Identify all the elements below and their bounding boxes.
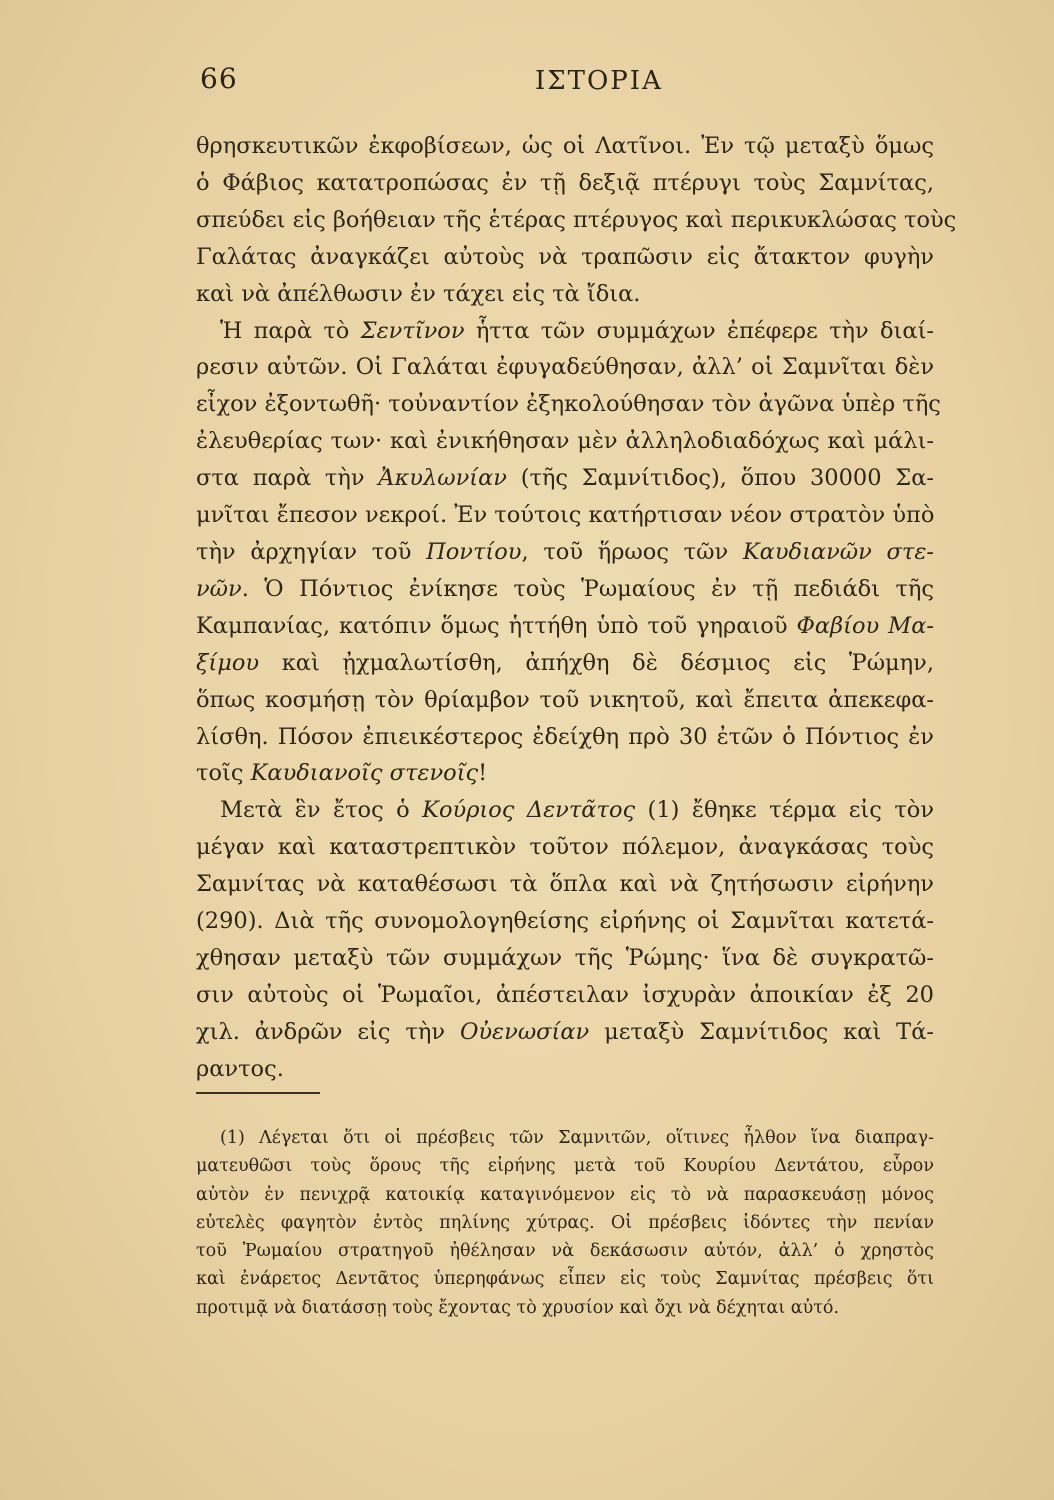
text-line: σπεύδει εἰς βοήθειαν τῆς ἑτέρας πτέρυγος καὶ περικυκλώσας τοὺς: [196, 206, 957, 233]
page-number: 66: [200, 62, 238, 95]
text-segment: ἧττα τῶν συμμάχων ἐπέφερε τὴν διαί-: [464, 317, 934, 344]
text-line: ματευθῶσι τοὺς ὅρους τῆς εἰρήνης μετὰ τοῦ Κουρίου Δεντάτου, εὗρον: [196, 1156, 934, 1177]
text-segment: στα παρὰ τὴν: [196, 465, 379, 492]
text-line: (290). Διὰ τῆς συνομολογηθείσης εἰρήνης οἱ Σαμνῖται κατετά-: [196, 908, 934, 935]
italic-segment: Φαβίου Μα-: [796, 612, 934, 639]
text-segment: (1) ἔθηκε τέρμα εἰς τὸν: [635, 797, 934, 824]
text-line: Γαλάτας ἀναγκάζει αὐτοὺς νὰ τραπῶσιν εἰς ἄτακτον φυγὴν: [196, 243, 934, 270]
italic-segment: Ποντίου: [426, 538, 522, 565]
text-segment: χιλ. ἀνδρῶν εἰς τὴν: [196, 1018, 460, 1045]
text-segment: τὴν ἀρχηγίαν τοῦ: [196, 538, 427, 565]
text-line: εἶχον ἐξοντωθῆ· τοὐναντίον ἐξηκολούθησαν τὸν ἀγῶνα ὑπὲρ τῆς: [196, 391, 941, 418]
text-line: ἐλευθερίας των· καὶ ἐνικήθησαν μὲν ἀλληλοδιαδόχως καὶ μάλι-: [196, 428, 934, 455]
text-line: λίσθη. Πόσον ἐπιεικέστερος ἐδείχθη πρὸ 30 ἐτῶν ὁ Πόντιος ἐν: [196, 723, 934, 750]
text-segment: Καμπανίας, κατόπιν ὅμως ἡττήθη ὑπὸ τοῦ γηραιοῦ: [196, 612, 797, 639]
text-line: [196, 792, 934, 829]
italic-segment: Ἀκυλωνίαν: [378, 465, 507, 492]
text-line: [196, 1014, 934, 1051]
italic-segment: Καυδιανῶν στε-: [742, 538, 934, 565]
text-line: μνῖται ἔπεσον νεκροί. Ἐν τούτοις κατήρτισαν νέον στρατὸν ὑπὸ: [196, 502, 935, 529]
text-line: καὶ νὰ ἀπέλθωσιν ἐν τάχει εἰς τὰ ἴδια.: [196, 280, 641, 307]
text-line: ὅπως κοσμήσῃ τὸν θρίαμβον τοῦ νικητοῦ, καὶ ἔπειτα ἀπεκεφα-: [196, 686, 934, 713]
text-segment: τοῖς: [196, 760, 251, 787]
text-segment: μεταξὺ Σαμνίτιδος καὶ Τά-: [589, 1018, 934, 1045]
text-line: [196, 645, 934, 682]
text-line: [196, 534, 934, 571]
text-line: καὶ ἐνάρετος Δεντᾶτος ὑπερηφάνως εἶπεν εἰς τοὺς Σαμνίτας πρέσβεις ὅτι: [196, 1269, 934, 1290]
running-title: ΙΣΤΟΡΙΑ: [535, 66, 663, 96]
text-segment: καὶ ᾐχμαλωτίσθη, ἀπήχθη δὲ δέσμιος εἰς Ῥώμην,: [259, 649, 934, 676]
italic-segment: Κούριος Δεντᾶτος: [422, 797, 636, 824]
text-line: τοῦ Ῥωμαίου στρατηγοῦ ἠθέλησαν νὰ δεκάσωσιν αὐτόν, ἀλλ’ ὁ χρηστὸς: [196, 1241, 934, 1262]
text-segment: , τοῦ ἥρωος τῶν: [521, 538, 743, 565]
text-segment: Μετὰ ἓν ἔτος ὁ: [220, 797, 423, 824]
text-line: ρεσιν αὐτῶν. Οἱ Γαλάται ἐφυγαδεύθησαν, ἀλλ’ οἱ Σαμνῖται δὲν: [196, 354, 934, 381]
text-line: χθησαν μεταξὺ τῶν συμμάχων τῆς Ῥώμης· ἵνα δὲ συγκρατῶ-: [196, 944, 934, 971]
text-line: [196, 313, 934, 350]
text-segment: !: [478, 760, 488, 787]
text-line: ὁ Φάβιος κατατροπώσας ἐν τῇ δεξιᾷ πτέρυγι τοὺς Σαμνίτας,: [196, 169, 934, 196]
text-line: [196, 460, 934, 497]
text-line: [196, 571, 934, 608]
main-text: [196, 128, 957, 1088]
text-line: [196, 755, 934, 792]
text-line: αὐτὸν ἐν πενιχρᾷ κατοικίᾳ καταγινόμενον εἰς τὸ νὰ παρασκευάσῃ μόνος: [196, 1184, 934, 1205]
text-line: εὐτελὲς φαγητὸν ἐντὸς πηλίνης χύτρας. Οἱ πρέσβεις ἰδόντες τὴν πενίαν: [196, 1212, 934, 1233]
text-line: σιν αὐτοὺς οἱ Ῥωμαῖοι, ἀπέστειλαν ἰσχυρὰν ἀποικίαν ἐξ 20: [196, 981, 934, 1008]
text-line: προτιμᾷ νὰ διατάσσῃ τοὺς ἔχοντας τὸ χρυσίον καὶ ὄχι νὰ δέχηται αὐτό.: [196, 1297, 840, 1318]
text-line: θρησκευτικῶν ἐκφοβίσεων, ὡς οἱ Λατῖνοι. Ἐν τῷ μεταξὺ ὅμως: [196, 133, 934, 159]
text-segment: (τῆς Σαμνίτιδος), ὅπου 30000 Σα-: [506, 465, 934, 492]
italic-segment: Οὐενωσίαν: [459, 1018, 590, 1045]
italic-segment: Καυδιανοῖς στενοῖς: [250, 760, 479, 787]
text-line: (1) Λέγεται ὅτι οἱ πρέσβεις τῶν Σαμνιτῶν, οἵτινες ἦλθον ἵνα διαπραγ-: [220, 1128, 934, 1148]
text-line: [196, 608, 934, 645]
text-line: μέγαν καὶ καταστρεπτικὸν τοῦτον πόλεμον, ἀναγκάσας τοὺς: [196, 834, 934, 861]
footnote-separator: [196, 1092, 320, 1094]
italic-segment: νῶν: [196, 575, 242, 602]
text-line: ραντος.: [196, 1055, 284, 1082]
footnote: [196, 1124, 934, 1322]
text-line: Σαμνίτας νὰ καταθέσωσι τὰ ὅπλα καὶ νὰ ζητήσωσιν εἰρήνην: [196, 871, 934, 898]
text-segment: . Ὁ Πόντιος ἐνίκησε τοὺς Ῥωμαίους ἐν τῇ πεδιάδι τῆς: [241, 575, 934, 602]
italic-segment: ξίμου: [196, 649, 260, 676]
italic-segment: Σεντῖνον: [360, 317, 465, 344]
text-segment: Ἡ παρὰ τὸ: [220, 317, 361, 344]
